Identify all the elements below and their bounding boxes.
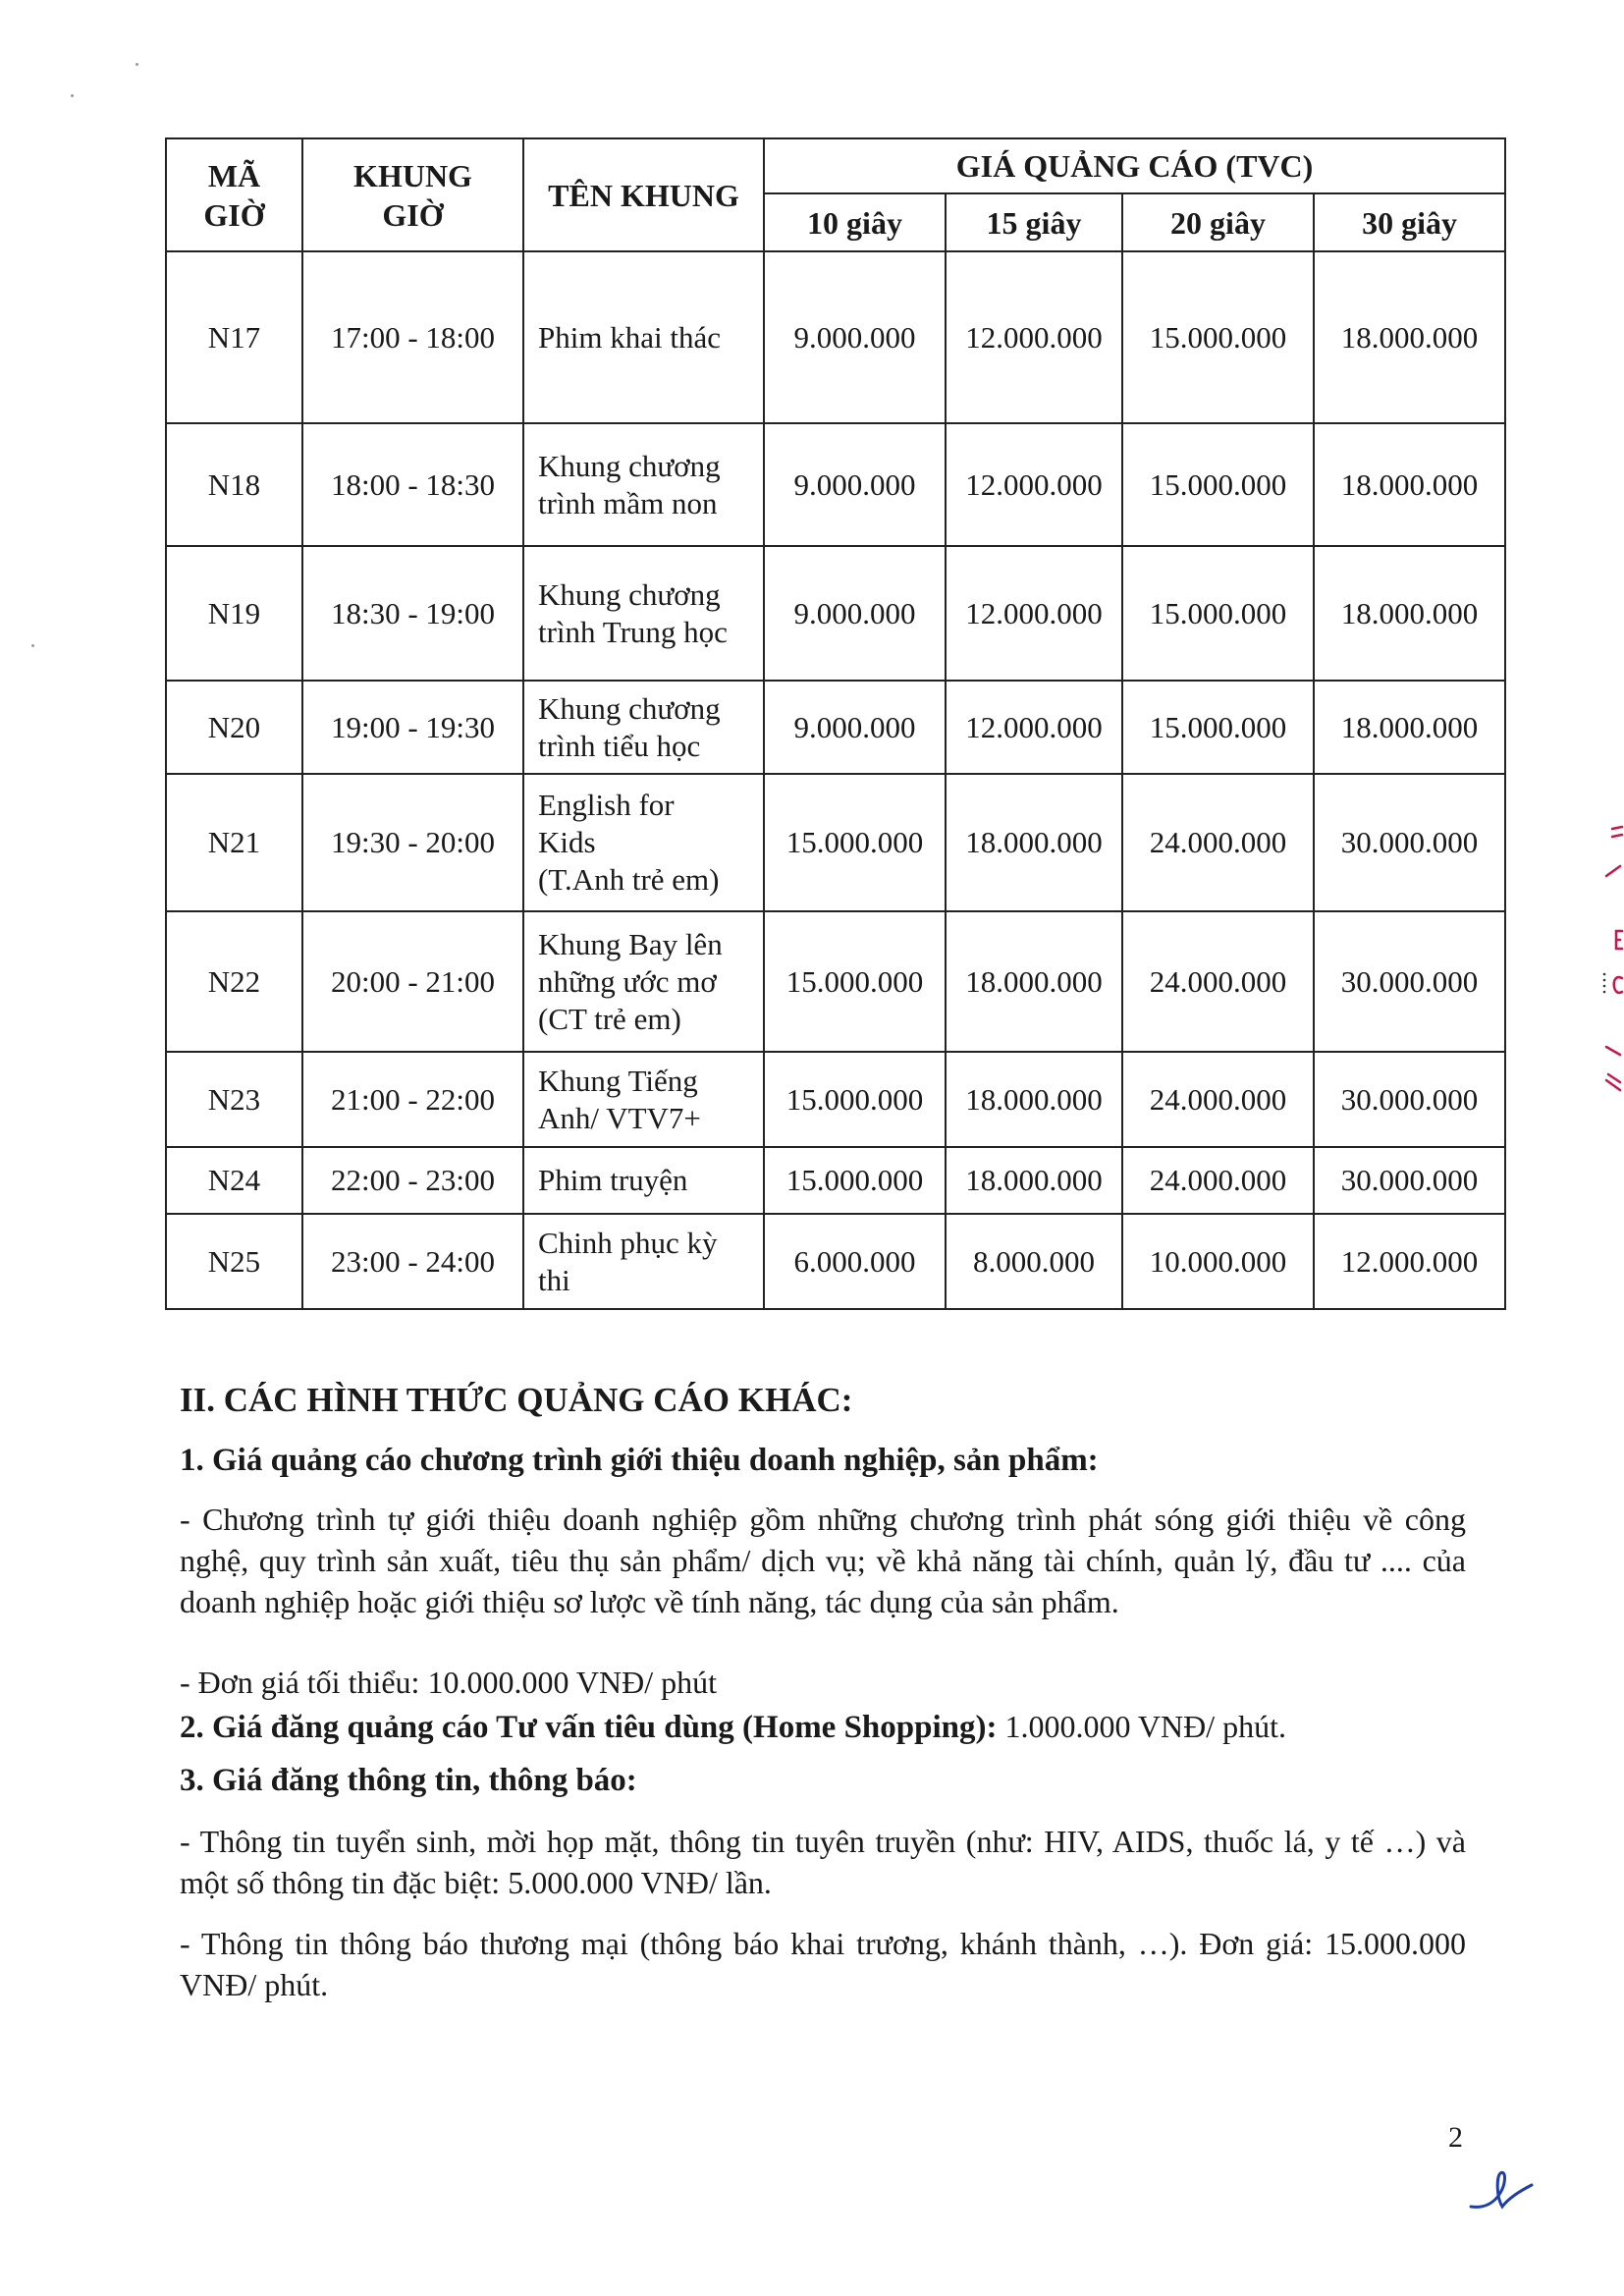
cell-price-20s: 15.000.000 [1122,251,1314,423]
header-code-line: GIỜ [203,196,265,233]
cell-price-15s: 18.000.000 [946,1052,1122,1147]
cell-name-line: Khung chương [538,576,721,612]
header-slot-line: KHUNG [353,157,472,193]
cell-price-20s: 15.000.000 [1122,423,1314,546]
cell-price-30s: 30.000.000 [1314,774,1505,911]
cell-time: 20:00 - 21:00 [302,911,523,1052]
header-price-group: GIÁ QUẢNG CÁO (TVC) [764,138,1505,193]
cell-price-15s: 8.000.000 [946,1214,1122,1309]
cell-time: 21:00 - 22:00 [302,1052,523,1147]
header-20s: 20 giây [1122,193,1314,251]
header-slot-line: GIỜ [382,196,444,233]
cell-price-10s: 15.000.000 [764,911,946,1052]
cell-price-10s: 9.000.000 [764,546,946,681]
cell-price-20s: 24.000.000 [1122,774,1314,911]
cell-time: 19:00 - 19:30 [302,681,523,774]
cell-name-line: Phim khai thác [538,319,721,355]
cell-price-10s: 9.000.000 [764,251,946,423]
item1-heading: 1. Giá quảng cáo chương trình giới thiệu doanh nghiệp, sản phẩm: [180,1443,1099,1478]
cell-price-15s: 18.000.000 [946,1147,1122,1214]
section-title: II. CÁC HÌNH THỨC QUẢNG CÁO KHÁC: [180,1381,853,1419]
cell-price-30s: 18.000.000 [1314,251,1505,423]
header-30s: 30 giây [1314,193,1505,251]
cell-name [523,546,764,681]
page-number: 2 [1448,2121,1463,2154]
cell-code: N25 [166,1214,302,1309]
cell-name-line: trình Trung học [538,614,728,649]
cell-name-line: thi [538,1262,570,1297]
cell-time: 17:00 - 18:00 [302,251,523,423]
table-row [166,681,1505,774]
cell-code: N18 [166,423,302,546]
cell-price-10s: 15.000.000 [764,774,946,911]
cell-price-20s: 24.000.000 [1122,911,1314,1052]
header-15s: 15 giây [946,193,1122,251]
cell-price-20s: 24.000.000 [1122,1147,1314,1214]
cell-name-line: Khung chương [538,690,721,726]
cell-code: N19 [166,546,302,681]
cell-price-10s: 6.000.000 [764,1214,946,1309]
cell-price-15s: 12.000.000 [946,681,1122,774]
header-code [166,138,302,251]
cell-name-line: (CT trẻ em) [538,1001,681,1036]
header-slot [302,138,523,251]
cell-code: N22 [166,911,302,1052]
cell-price-10s: 9.000.000 [764,423,946,546]
header-10s: 10 giây [764,193,946,251]
cell-price-15s: 12.000.000 [946,251,1122,423]
cell-name [523,911,764,1052]
table-row [166,911,1505,1052]
cell-name [523,681,764,774]
cell-price-20s: 24.000.000 [1122,1052,1314,1147]
cell-name-line: Chinh phục kỳ [538,1225,718,1260]
cell-price-10s: 9.000.000 [764,681,946,774]
cell-price-15s: 12.000.000 [946,423,1122,546]
cell-price-20s: 15.000.000 [1122,681,1314,774]
scan-speck [135,63,138,66]
cell-time: 18:30 - 19:00 [302,546,523,681]
table-row [166,1052,1505,1147]
item3-heading: 3. Giá đăng thông tin, thông báo: [180,1763,637,1798]
cell-price-30s: 12.000.000 [1314,1214,1505,1309]
cell-name [523,251,764,423]
cell-name [523,1147,764,1214]
cell-code: N23 [166,1052,302,1147]
cell-name [523,1214,764,1309]
cell-price-30s: 18.000.000 [1314,546,1505,681]
cell-code: N17 [166,251,302,423]
item3-para1: - Thông tin tuyển sinh, mời họp mặt, thông tin tuyên truyền (như: HIV, AIDS, thuốc lá, y tế …) và một số thông tin đặc biệt: 5.000.000 VNĐ/ lần. [180,1824,1466,1900]
header-name: TÊN KHUNG [523,138,764,251]
table-row [166,546,1505,681]
stamp-fragment [1571,805,1624,1100]
table-row [166,1214,1505,1309]
cell-name-line: Anh/ VTV7+ [538,1100,701,1135]
cell-name [523,774,764,911]
item3-para2: - Thông tin thông báo thương mại (thông báo khai trương, khánh thành, …). Đơn giá: 15.000.000 VNĐ/ phút. [180,1926,1466,2002]
cell-price-15s: 12.000.000 [946,546,1122,681]
cell-name-line: (T.Anh trẻ em) [538,862,720,897]
scan-speck [71,94,74,97]
cell-price-30s: 30.000.000 [1314,1147,1505,1214]
cell-price-30s: 30.000.000 [1314,1052,1505,1147]
cell-price-30s: 18.000.000 [1314,681,1505,774]
table-row [166,251,1505,423]
cell-code: N20 [166,681,302,774]
table-row [166,1147,1505,1214]
cell-price-30s: 18.000.000 [1314,423,1505,546]
cell-code: N24 [166,1147,302,1214]
cell-name-line: những ước mơ [538,963,717,999]
table-row [166,774,1505,911]
table-row [166,423,1505,546]
cell-price-20s: 15.000.000 [1122,546,1314,681]
item2-value: 1.000.000 VNĐ/ phút. [997,1709,1287,1744]
item1-min-price: - Đơn giá tối thiểu: 10.000.000 VNĐ/ phút [180,1665,717,1700]
cell-name-line: Khung chương [538,448,721,483]
item1-paragraph: - Chương trình tự giới thiệu doanh nghiệp gồm những chương trình phát sóng giới thiệu về công nghệ, quy trình sản xuất, tiêu thụ sản phẩm/ dịch vụ; về khả năng tài chính, quản lý, đầu tư .... của doanh nghiệp hoặc giới thiệu sơ lược về tính năng, tác dụng của sản phẩm. [180,1502,1466,1619]
item2-heading: 2. Giá đăng quảng cáo Tư vấn tiêu dùng (Home Shopping): [180,1710,998,1745]
cell-time: 22:00 - 23:00 [302,1147,523,1214]
cell-name [523,423,764,546]
cell-name-line: Phim truyện [538,1163,688,1197]
cell-price-10s: 15.000.000 [764,1052,946,1147]
cell-price-15s: 18.000.000 [946,911,1122,1052]
cell-time: 23:00 - 24:00 [302,1214,523,1309]
cell-name-line: Khung Bay lên [538,926,723,961]
header-row [166,138,1505,193]
cell-name-line: English for [538,788,675,822]
cell-name-line: Kids [538,825,596,859]
item2-line [180,1706,1466,1748]
cell-time: 19:30 - 20:00 [302,774,523,911]
cell-code: N21 [166,774,302,911]
price-table [165,137,1506,1310]
cell-price-10s: 15.000.000 [764,1147,946,1214]
cell-name [523,1052,764,1147]
cell-price-15s: 18.000.000 [946,774,1122,911]
cell-price-20s: 10.000.000 [1122,1214,1314,1309]
cell-time: 18:00 - 18:30 [302,423,523,546]
cell-name-line: Khung Tiếng [538,1063,698,1098]
cell-name-line: trình mầm non [538,485,718,520]
cell-name-line: trình tiểu học [538,728,701,763]
cell-price-30s: 30.000.000 [1314,911,1505,1052]
table-body [166,251,1505,1309]
scan-speck [31,644,34,647]
header-code-line: MÃ [207,157,261,193]
signature-mark [1467,2165,1536,2214]
